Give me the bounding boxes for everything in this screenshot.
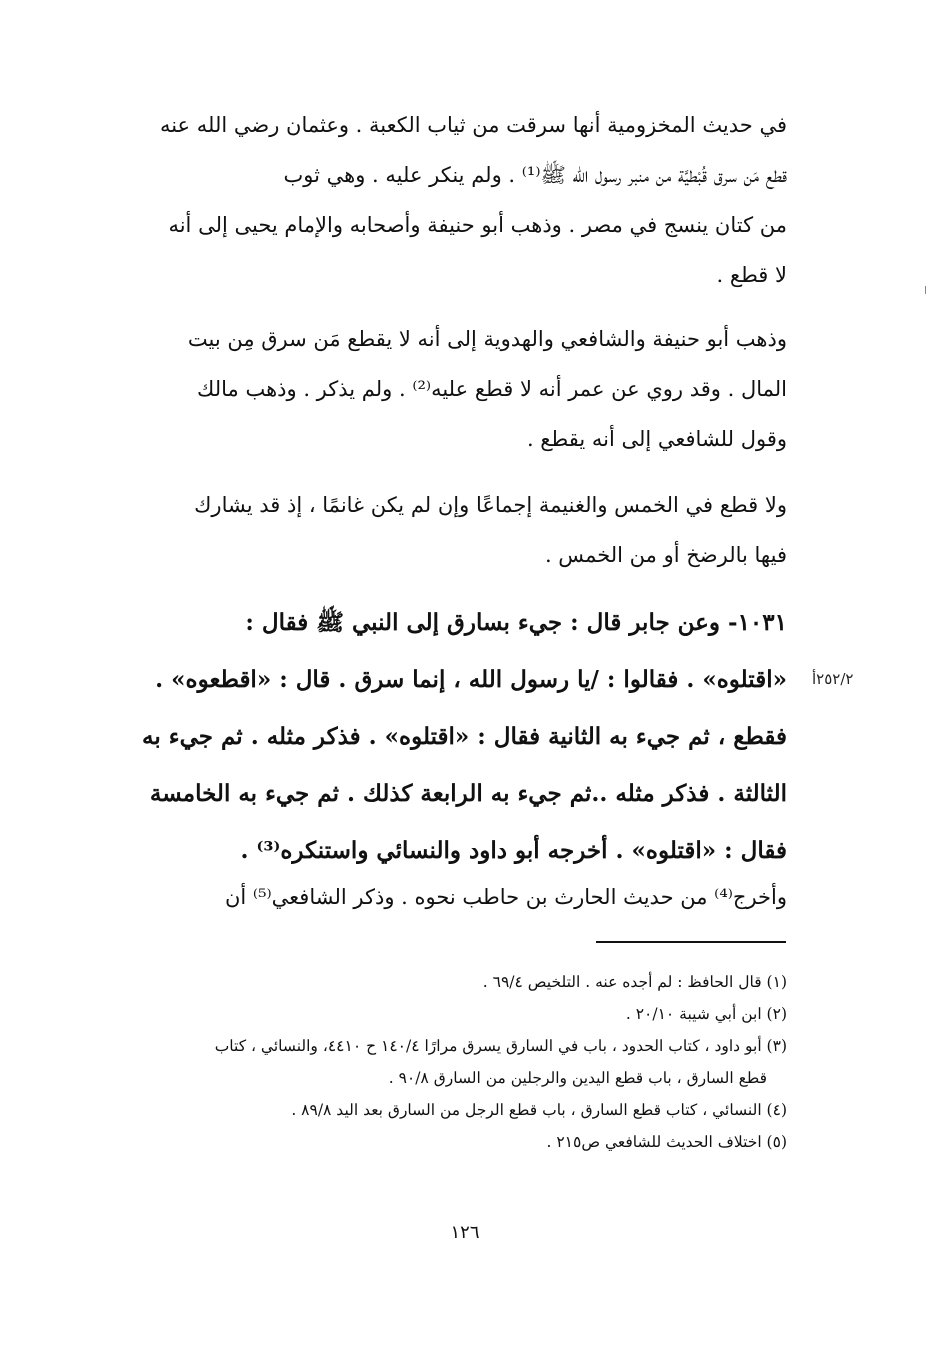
page-number: ١٢٦ (450, 1222, 480, 1243)
footnote-item: (٥) اختلاف الحديث للشافعي ص٢١٥ . (546, 1133, 787, 1151)
text-line: وقول للشافعي إلى أنه يقطع . (526, 427, 787, 451)
paragraph-3 (127, 480, 787, 580)
text-line: في حديث المخزومية أنها سرقت من ثياب الكعبة . وعثمان رضي الله عنه (159, 113, 787, 137)
footnote-item: (٢) ابن أبي شيبة ٢٠/١٠ . (625, 1005, 787, 1023)
hadith-block (127, 594, 787, 879)
scan-artifact (925, 286, 926, 294)
text-line: لا قطع . (716, 263, 787, 287)
hadith-line: ١٠٣١- وعن جابر قال : جيء بسارق إلى النبي ﷺ فقال : (245, 609, 787, 636)
footnote-divider (596, 941, 786, 943)
footnote-item: (٤) النسائي ، كتاب قطع السارق ، باب قطع الرجل من السارق بعد اليد ٨٩/٨ . (291, 1101, 787, 1119)
hadith-line: فقال : «اقتلوه» . أخرجه أبو داود والنسائي واستنكره⁽³⁾ . (240, 837, 787, 864)
hadith-line: فقطع ، ثم جيء به الثانية فقال : «اقتلوه» . فذكر مثله . ثم جيء به (142, 723, 787, 750)
paragraph-4 (127, 872, 787, 922)
footnote-item-continuation: قطع السارق ، باب قطع اليدين والرجلين من السارق ٩٠/٨ . (388, 1069, 767, 1087)
text-line: قطع مَن سرق قُبْطيَّة من منبر رسول الله ﷺ⁽¹⁾ . ولم ينكر عليه . وهي ثوب (283, 163, 787, 187)
paragraph-2 (127, 314, 787, 464)
footnote-item: (٣) أبو داود ، كتاب الحدود ، باب في السارق يسرق مرارًا ١٤٠/٤ ح ٤٤١٠، والنسائي ، كتاب (214, 1037, 787, 1055)
text-line: من كتان ينسج في مصر . وذهب أبو حنيفة وأصحابه والإمام يحيى إلى أنه (168, 213, 787, 237)
manuscript-folio-note: ٢٥٢/٢أ (812, 670, 854, 688)
paragraph-1 (127, 100, 787, 300)
text-line: المال . وقد روي عن عمر أنه لا قطع عليه⁽²⁾ . ولم يذكر . وذهب مالك (197, 377, 787, 401)
text-line: فيها بالرضخ أو من الخمس . (544, 543, 787, 567)
footnote-item: (١) قال الحافظ : لم أجده عنه . التلخيص ٦٩/٤ . (482, 973, 787, 991)
text-line: وذهب أبو حنيفة والشافعي والهدوية إلى أنه لا يقطع مَن سرق مِن بيت (187, 327, 787, 351)
hadith-line: الثالثة . فذكر مثله ..ثم جيء به الرابعة كذلك . ثم جيء به الخامسة (149, 780, 787, 807)
text-line: وأخرج⁽⁴⁾ من حديث الحارث بن حاطب نحوه . وذكر الشافعي⁽⁵⁾ أن (225, 885, 787, 909)
footnotes-list (122, 966, 787, 1158)
text-line: ولا قطع في الخمس والغنيمة إجماعًا وإن لم يكن غانمًا ، إذ قد يشارك (194, 493, 787, 517)
hadith-line: «اقتلوه» . فقالوا : /يا رسول الله ، إنما سرق . قال : «اقطعوه» . (155, 666, 787, 693)
